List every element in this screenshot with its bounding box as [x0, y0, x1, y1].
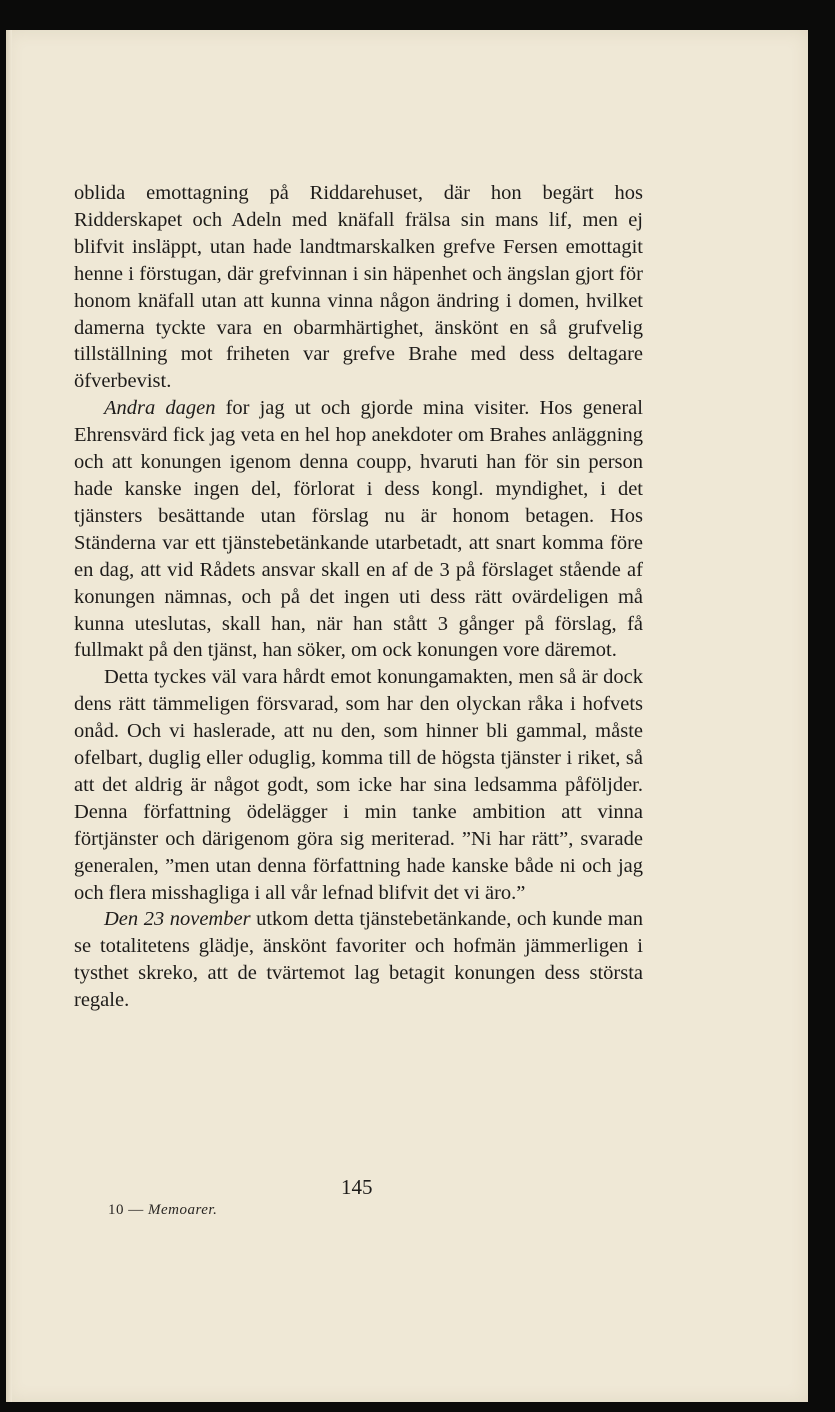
- paragraph-text: Detta tyckes väl vara hårdt emot konungamakten, men så är dock dens rätt tämmeligen försvarad, som har den olyckan råka i hofvets onåd. Och vi haslerade, att nu den, som hinner bli gammal, måste ofelbart, duglig eller oduglig, komma till de högsta tjänster i riket, så att det aldrig är något godt, som icke har sina ledsamma påföljder. Denna författning ödelägger i min tanke ambition att vinna förtjänster och därigenom göra sig meriterad. ”Ni har rätt”, svarade generalen, ”men utan denna författning hade kanske både ni och jag och flera misshagliga i all vår lefnad blifvit det vi äro.”: [74, 666, 643, 904]
- paragraph-3: [74, 664, 643, 906]
- paragraph-1: [74, 180, 643, 395]
- paragraph-2: [74, 395, 643, 664]
- page-number: 145: [341, 1175, 373, 1199]
- signature-title: Memoarer.: [148, 1202, 218, 1218]
- body-text: [74, 180, 643, 1014]
- date-heading: Andra dagen: [104, 397, 216, 420]
- paragraph-4: [74, 906, 643, 1014]
- paragraph-text: oblida emottagning på Riddarehuset, där hon begärt hos Ridderskapet och Adeln med knäfall frälsa sin mans lif, men ej blifvit insläppt, utan hade landtmarskalken grefve Fersen emottagit henne i förstugan, där grefvinnan i sin häpenhet och ängslan gjort för honom knäfall utan att kunna vinna någon ändring i domen, hvilket damerna tyckte vara en obarmhärtighet, änskönt en så grufvelig tillställning mot friheten var grefve Brahe med dess deltagare öfverbevist.: [74, 182, 643, 393]
- paragraph-text: utkom detta tjänstebetänkande, och kunde man se totalitetens glädje, änskönt favoriter och hofmän jämmerligen i tysthet skreko, att de tvärtemot lag betagit konungen dess största regale.: [74, 908, 643, 1012]
- page-edge: [6, 30, 12, 1402]
- printer-signature: [108, 1202, 217, 1219]
- signature-number: 10 —: [108, 1202, 144, 1218]
- date-heading: Den 23 november: [104, 908, 251, 931]
- paragraph-text: for jag ut och gjorde mina visiter. Hos general Ehrensvärd fick jag veta en hel hop anekdoter om Brahes anläggning och att konungen igenom denna coupp, hvaruti han för sin person hade kanske ingen del, förlorat i dess kongl. myndighet, i det tjänsters besättande utan förslag nu är honom betagen. Hos Ständerna var ett tjänstebetänkande utarbetadt, att snart komma före en dag, att vid Rådets ansvar skall en af de 3 på förslaget stående af konungen nämnas, och på det ingen uti dess rätt ovärdeligen må kunna uteslutas, skall han, när han stått 3 gånger på förslag, få fullmakt på den tjänst, han söker, om ock konungen vore däremot.: [74, 397, 643, 662]
- book-page: [6, 30, 808, 1402]
